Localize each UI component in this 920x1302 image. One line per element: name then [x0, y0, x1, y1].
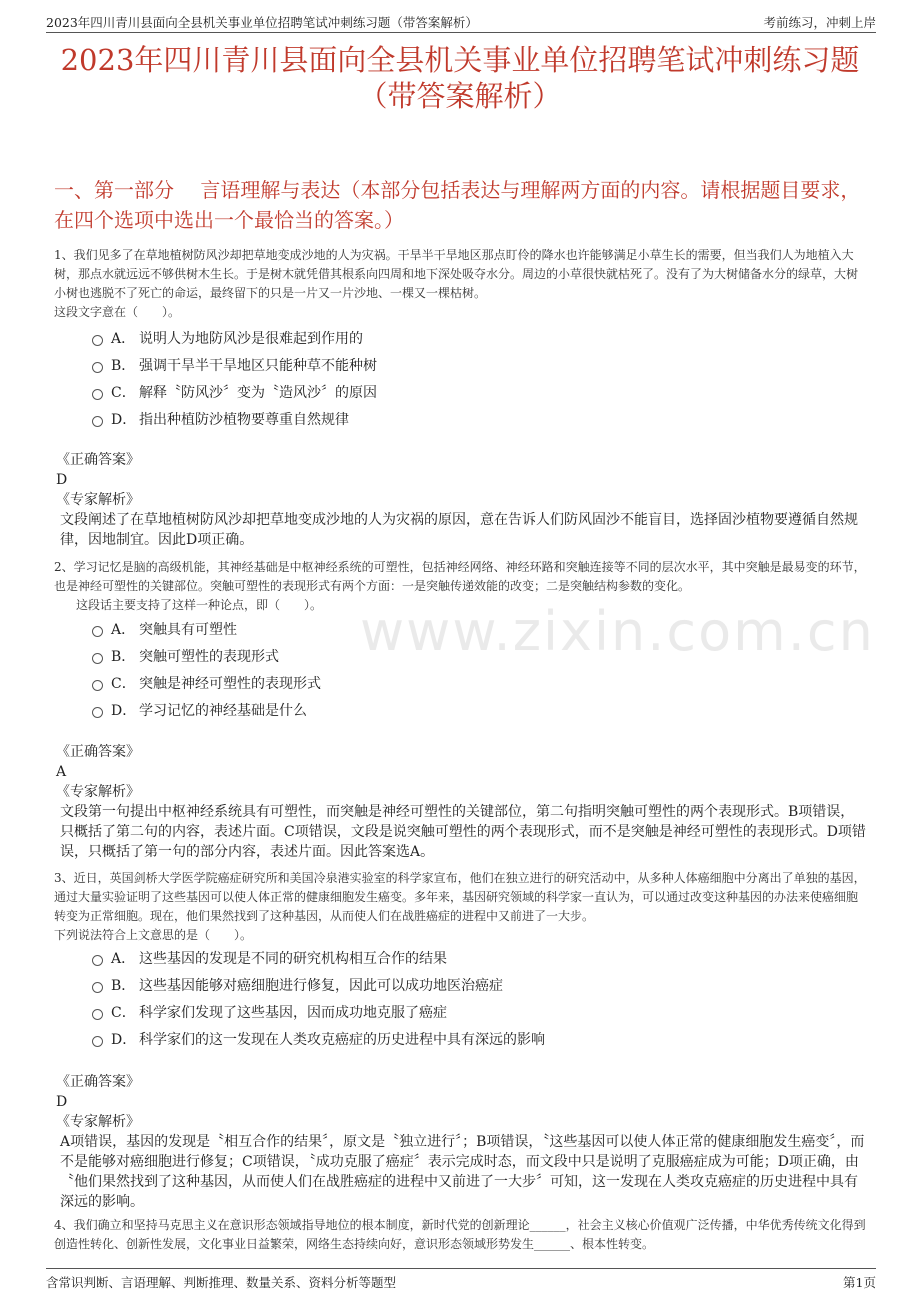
- title-line-1: 2023年四川青川县面向全县机关事业单位招聘笔试冲刺练习题: [60, 43, 860, 77]
- option-text: 学习记忆的神经基础是什么: [139, 702, 307, 719]
- question-1-options: [92, 324, 868, 432]
- answer-label: 《正确答案》: [56, 744, 140, 760]
- analysis-label: 《专家解析》: [56, 784, 140, 800]
- question-prompt: 这段话主要支持了这样一种论点，即（ ）。: [76, 598, 323, 612]
- radio-icon[interactable]: [92, 707, 103, 718]
- answer-value: D: [56, 1094, 68, 1110]
- radio-icon[interactable]: [92, 389, 103, 400]
- option-c[interactable]: [92, 378, 868, 405]
- option-text: 解释〝防风沙〞变为〝造风沙〞的原因: [139, 384, 377, 401]
- radio-icon[interactable]: [92, 626, 103, 637]
- option-text: 这些基因的发现是不同的研究机构相互合作的结果: [139, 950, 447, 967]
- question-stem-text: 1、我们见多了在草地植树防风沙却把草地变成沙地的人为灾祸。干旱半干旱地区那点盯伶的降水也许能够满足小草生长的需要，但当我们人为地植入大树，那点水就远远不够供树木生长。于是树木就凭借其根系向四周和地下深处吸夺水分。周边的小草很快就枯死了。没有了为大树储备水分的绿草，大树小树也逃脱不了死亡的命运，最终留下的只是一片又一片沙地、一棵又一棵枯树。: [54, 248, 859, 300]
- page-footer: [46, 1268, 876, 1291]
- option-text: 科学家们的这一发现在人类攻克癌症的历史进程中具有深远的影响: [139, 1031, 545, 1048]
- option-text: 强调干旱半干旱地区只能种草不能种树: [139, 357, 377, 374]
- option-text: 突触具有可塑性: [139, 621, 237, 638]
- analysis-label: 《专家解析》: [56, 492, 140, 508]
- option-letter: C．: [111, 675, 136, 692]
- option-d[interactable]: [92, 405, 868, 432]
- page-number: 第1页: [843, 1275, 876, 1290]
- header-doc-title: 2023年四川青川县面向全县机关事业单位招聘笔试冲刺练习题（带答案解析）: [46, 15, 478, 30]
- question-prompt: 下列说法符合上文意思的是（ ）。: [54, 928, 253, 942]
- option-b[interactable]: [92, 971, 868, 998]
- radio-icon[interactable]: [92, 955, 103, 966]
- question-1-stem: [54, 246, 868, 322]
- option-letter: B．: [111, 357, 136, 374]
- question-1-answer-block: [56, 450, 868, 550]
- option-letter: A．: [111, 330, 136, 347]
- question-stem-text: 2、学习记忆是脑的高级机能，其神经基础是中枢神经系统的可塑性，包括神经网络、神经环路和突触连接等不同的层次水平，其中突触是最易变的环节，也是神经可塑性的关键部位。突触可塑性的表现形式有两个方面：一是突触传递效能的改变；二是突触结构参数的变化。: [54, 560, 866, 593]
- analysis-text: A项错误，基因的发现是〝相互合作的结果〞，原文是〝独立进行〞；B项错误，〝这些基因可以使人体正常的健康细胞发生癌变〞，而不是能够对癌细胞进行修复；C项错误，〝成功克服了癌症〞表示完成时态，而文段中只是说明了克服癌症成为可能；D项正确，由〝他们果然找到了这种基因，从而使人们在战胜癌症的进程中又前进了一大步〞可知，这一发现在人类攻克癌症的历史进程中具有深远的影响。: [60, 1134, 865, 1210]
- section-heading: 一、第一部分 言语理解与表达（本部分包括表达与理解两方面的内容。请根据题目要求，在四个选项中选出一个最恰当的答案。）: [54, 178, 861, 232]
- option-a[interactable]: [92, 324, 868, 351]
- radio-icon[interactable]: [92, 653, 103, 664]
- question-3-answer-block: [56, 1072, 868, 1212]
- page-header: [46, 10, 876, 33]
- option-d[interactable]: [92, 1025, 868, 1052]
- footer-question-types: 含常识判断、言语理解、判断推理、数量关系、资料分析等题型: [46, 1275, 397, 1290]
- option-letter: D．: [111, 411, 137, 428]
- radio-icon[interactable]: [92, 335, 103, 346]
- radio-icon[interactable]: [92, 416, 103, 427]
- radio-icon[interactable]: [92, 1009, 103, 1020]
- option-text: 突触是神经可塑性的表现形式: [139, 675, 321, 692]
- radio-icon[interactable]: [92, 982, 103, 993]
- option-letter: B．: [111, 648, 136, 665]
- option-text: 指出种植防沙植物要尊重自然规律: [139, 411, 349, 428]
- answer-value: A: [56, 764, 67, 780]
- option-letter: D．: [111, 702, 137, 719]
- option-d[interactable]: [92, 696, 868, 723]
- option-text: 突触可塑性的表现形式: [139, 648, 279, 665]
- option-c[interactable]: [92, 998, 868, 1025]
- radio-icon[interactable]: [92, 362, 103, 373]
- question-stem-text: 4、我们确立和坚持马克思主义在意识形态领域指导地位的根本制度，新时代党的创新理论______，社会主义核心价值观广泛传播，中华优秀传统文化得到创造性转化、创新性发展，文化事业日益繁荣，网络生态持续向好，意识形态领域形势发生______、根本性转变。: [54, 1218, 866, 1251]
- question-4-stem: [54, 1216, 868, 1254]
- title-line-2: （带答案解析）: [358, 79, 562, 113]
- radio-icon[interactable]: [92, 680, 103, 691]
- analysis-label: 《专家解析》: [56, 1114, 140, 1130]
- option-letter: C．: [111, 1004, 136, 1021]
- header-slogan: 考前练习，冲刺上岸: [763, 15, 876, 30]
- option-letter: A．: [111, 621, 136, 638]
- answer-value: D: [56, 472, 68, 488]
- question-3-stem: [54, 869, 868, 945]
- analysis-text: 文段第一句提出中枢神经系统具有可塑性，而突触是神经可塑性的关键部位，第二句指明突触可塑性的两个表现形式。B项错误，只概括了第二句的内容，表述片面。C项错误，文段是说突触可塑性的两个表现形式，而不是突触是神经可塑性的表现形式。D项错误，只概括了第一句的部分内容，表述片面。因此答案选A。: [60, 804, 866, 860]
- question-2-answer-block: [56, 742, 868, 862]
- option-text: 说明人为地防风沙是很难起到作用的: [139, 330, 363, 347]
- watermark: www.zixin.com.cn: [360, 600, 875, 663]
- question-3-options: [92, 944, 868, 1052]
- analysis-text: 文段阐述了在草地植树防风沙却把草地变成沙地的人为灾祸的原因，意在告诉人们防风固沙不能盲目，选择固沙植物要遵循自然规律，因地制宜。因此D项正确。: [60, 512, 858, 548]
- option-text: 科学家们发现了这些基因，因而成功地克服了癌症: [139, 1004, 447, 1021]
- option-c[interactable]: [92, 669, 868, 696]
- answer-label: 《正确答案》: [56, 1074, 140, 1090]
- option-letter: C．: [111, 384, 136, 401]
- answer-label: 《正确答案》: [56, 452, 140, 468]
- question-stem-text: 3、近日，英国剑桥大学医学院癌症研究所和美国冷泉港实验室的科学家宣布，他们在独立进行的研究活动中，从多种人体癌细胞中分离出了单独的基因，通过大量实验证明了这些基因可以使人体正常的健康细胞发生癌变。多年来，基因研究领域的科学家一直认为，可以通过改变这种基因的办法来使癌细胞转变为正常细胞。现在，他们果然找到了这种基因，从而使人们在战胜癌症的进程中又前进了一大步。: [54, 871, 866, 923]
- question-prompt: 这段文字意在（ ）。: [54, 305, 181, 319]
- option-b[interactable]: [92, 351, 868, 378]
- option-letter: A．: [111, 950, 136, 967]
- document-title: [40, 42, 880, 114]
- option-letter: D．: [111, 1031, 137, 1048]
- option-a[interactable]: [92, 944, 868, 971]
- radio-icon[interactable]: [92, 1036, 103, 1047]
- option-text: 这些基因能够对癌细胞进行修复，因此可以成功地医治癌症: [139, 977, 503, 994]
- option-letter: B．: [111, 977, 136, 994]
